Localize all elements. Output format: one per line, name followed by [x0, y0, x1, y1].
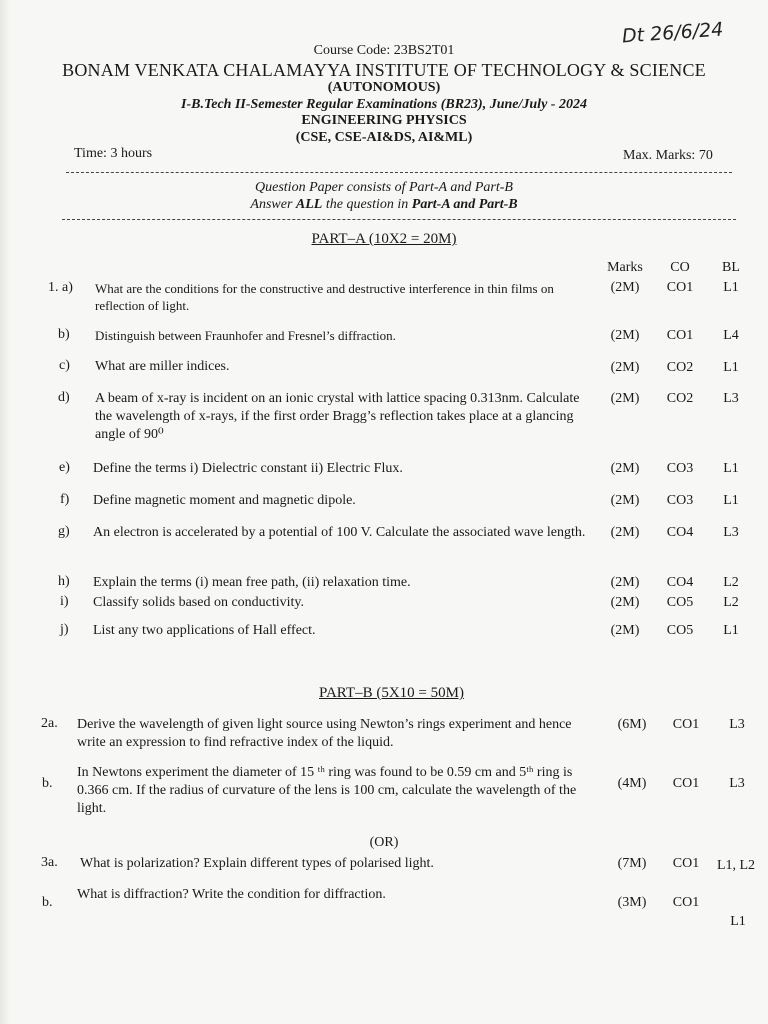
question-bl: L1, L2 — [716, 858, 756, 873]
question-text: Define magnetic moment and magnetic dipole. — [93, 493, 356, 508]
question-bl: L1 — [723, 461, 739, 476]
question-marks: (4M) — [617, 776, 647, 791]
question-bl: L1 — [723, 493, 739, 508]
part-b-title: PART–B (5X10 = 50M) — [319, 685, 464, 701]
question-co: CO1 — [672, 895, 700, 910]
autonomous-label: (AUTONOMOUS) — [327, 80, 441, 95]
question-text: Explain the terms (i) mean free path, (ii) relaxation time. — [93, 575, 411, 590]
instruction-emphasis: ALL — [295, 197, 323, 212]
scan-edge — [0, 0, 10, 1024]
question-number: b. — [42, 895, 53, 910]
question-bl: L3 — [723, 391, 739, 406]
branches-label: (CSE, CSE-AI&DS, AI&ML) — [295, 130, 473, 145]
question-marks: (2M) — [610, 328, 640, 343]
divider-bottom — [62, 219, 736, 220]
question-marks: (2M) — [610, 525, 640, 540]
part-a-title: PART–A (10X2 = 20M) — [311, 231, 457, 247]
question-bl: L1 — [723, 280, 739, 295]
instruction-text: Answer — [250, 197, 296, 212]
question-text: What is diffraction? Write the condition for diffraction. — [77, 887, 386, 902]
question-number: h) — [58, 574, 70, 589]
course-code: Course Code: 23BS2T01 — [313, 43, 455, 58]
or-separator: (OR) — [369, 835, 399, 850]
question-bl: L3 — [729, 717, 745, 732]
instruction-text: the question in — [322, 197, 412, 212]
question-number: e) — [59, 460, 70, 475]
instruction-emphasis: Part-A and Part-B — [411, 197, 518, 212]
question-text: Classify solids based on conductivity. — [93, 595, 305, 610]
exam-time: Time: 3 hours — [74, 146, 153, 161]
question-text: What is polarization? Explain different types of polarised light. — [80, 856, 434, 871]
question-text: Distinguish between Fraunhofer and Fresnel’s diffraction. — [95, 328, 396, 343]
question-co: CO1 — [672, 856, 700, 871]
question-co: CO2 — [666, 391, 694, 406]
question-co: CO3 — [666, 493, 694, 508]
question-text: A beam of x-ray is incident on an ionic crystal with lattice spacing 0.313nm. Calculate the wavelength of x-rays, if the first order Bragg’s reflection takes place at a glancing angle of 90⁰ — [95, 391, 580, 442]
col-header-co: CO — [670, 260, 690, 275]
instruction-line-1: Question Paper consists of Part-A and Part-B — [255, 180, 513, 195]
question-number: 1. a) — [48, 280, 73, 295]
instruction-line-2 — [0, 197, 768, 213]
question-co: CO5 — [666, 623, 694, 638]
question-marks: (2M) — [610, 391, 640, 406]
question-bl: L3 — [729, 776, 745, 791]
question-marks: (2M) — [610, 360, 640, 375]
question-text: Define the terms i) Dielectric constant ii) Electric Flux. — [93, 461, 403, 476]
question-number: g) — [58, 524, 70, 539]
question-marks: (2M) — [610, 461, 640, 476]
question-number: c) — [59, 358, 70, 373]
question-co: CO4 — [666, 525, 694, 540]
question-bl: L3 — [723, 525, 739, 540]
question-marks: (2M) — [610, 280, 640, 295]
col-header-bl: BL — [722, 260, 740, 275]
question-marks: (2M) — [610, 595, 640, 610]
question-marks: (3M) — [617, 895, 647, 910]
question-number: f) — [60, 492, 70, 507]
subject-title: ENGINEERING PHYSICS — [301, 113, 467, 128]
handwritten-date-note: Dt 26/6/24 — [621, 18, 725, 48]
question-bl: L2 — [723, 575, 739, 590]
question-number: i) — [60, 594, 69, 609]
question-text: List any two applications of Hall effect. — [93, 623, 316, 638]
question-marks: (6M) — [617, 717, 647, 732]
question-bl: L4 — [723, 328, 739, 343]
question-co: CO3 — [666, 461, 694, 476]
divider-top — [66, 172, 732, 173]
question-text: Derive the wavelength of given light source using Newton’s rings experiment and hence write an expression to find refractive index of the liquid. — [77, 717, 572, 750]
institute-name: BONAM VENKATA CHALAMAYYA INSTITUTE OF TECHNOLOGY & SCIENCE — [62, 60, 706, 80]
question-co: CO1 — [672, 717, 700, 732]
question-bl: L1 — [723, 360, 739, 375]
question-bl: L1 — [730, 914, 746, 929]
question-co: CO1 — [666, 328, 694, 343]
question-bl: L1 — [723, 623, 739, 638]
question-number: 3a. — [41, 855, 58, 870]
question-text: In Newtons experiment the diameter of 15 ᵗʰ ring was found to be 0.59 cm and 5ᵗʰ ring is 0.366 cm. If the radius of curvature of the lens is 100 cm, calculate the wavelength of the light. — [77, 765, 577, 816]
question-marks: (2M) — [610, 575, 640, 590]
question-co: CO1 — [672, 776, 700, 791]
question-number: b) — [58, 327, 70, 342]
question-marks: (7M) — [617, 856, 647, 871]
exam-title: I-B.Tech II-Semester Regular Examinations (BR23), June/July - 2024 — [181, 97, 587, 112]
question-number: d) — [58, 390, 70, 405]
question-text: An electron is accelerated by a potential of 100 V. Calculate the associated wave length. — [93, 525, 586, 540]
question-text: What are the conditions for the constructive and destructive interference in thin films on reflection of light. — [95, 281, 554, 313]
question-text: What are miller indices. — [95, 359, 230, 374]
question-co: CO4 — [666, 575, 694, 590]
question-number: 2a. — [41, 716, 58, 731]
question-co: CO5 — [666, 595, 694, 610]
col-header-marks: Marks — [607, 260, 643, 275]
question-marks: (2M) — [610, 493, 640, 508]
question-bl: L2 — [723, 595, 739, 610]
max-marks: Max. Marks: 70 — [623, 148, 713, 163]
question-marks: (2M) — [610, 623, 640, 638]
question-co: CO2 — [666, 360, 694, 375]
question-co: CO1 — [666, 280, 694, 295]
question-number: b. — [42, 776, 53, 791]
question-number: j) — [60, 622, 69, 637]
